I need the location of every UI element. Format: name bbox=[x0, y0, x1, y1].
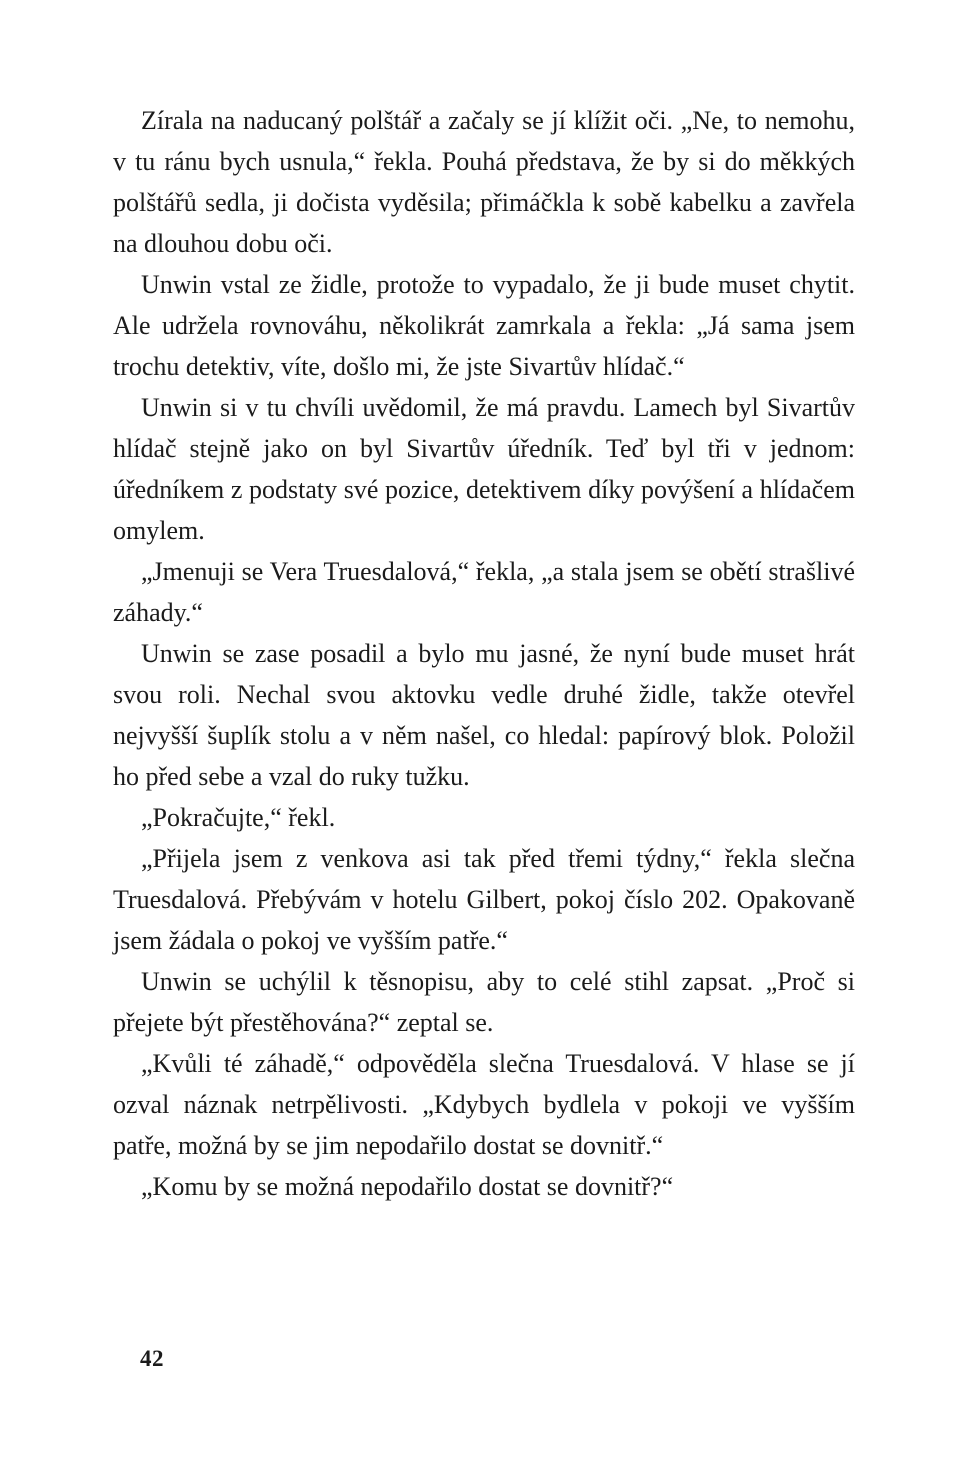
paragraph: „Pokračujte,“ řekl. bbox=[141, 803, 336, 832]
page-text bbox=[113, 100, 855, 1207]
paragraph: „Přijela jsem z venkova asi tak před třemi týdny,“ řekla slečna Truesdalová. Přebývám v hotelu Gilbert, pokoj číslo 202. Opakovaně jsem žádala o pokoj ve vyšším patře.“ bbox=[113, 844, 855, 955]
paragraph: Unwin se zase posadil a bylo mu jasné, že nyní bude muset hrát svou roli. Nechal svou aktovku vedle druhé židle, takže otevřel nejvyšší šuplík stolu a v něm našel, co hledal: papírový blok. Položil ho před sebe a vzal do ruky tužku. bbox=[113, 639, 855, 791]
paragraph: Unwin se uchýlil k těsnopisu, aby to celé stihl zapsat. „Proč si přejete být přestěhována?“ zeptal se. bbox=[113, 967, 855, 1037]
paragraph: „Kvůli té záhadě,“ odpověděla slečna Truesdalová. V hlase se jí ozval náznak netrpělivosti. „Kdybych bydlela v pokoji ve vyšším patře, možná by se jim nepodařilo dostat se dovnitř.“ bbox=[113, 1049, 855, 1160]
paragraph: Unwin si v tu chvíli uvědomil, že má pravdu. Lamech byl Sivartův hlídač stejně jako on byl Sivartův úředník. Teď byl tři v jednom: úředníkem z podstaty své pozice, detektivem díky povýšení a hlídačem omylem. bbox=[113, 393, 855, 545]
paragraph: Zírala na naducaný polštář a začaly se jí klížit oči. „Ne, to nemohu, v tu ránu bych usnula,“ řekla. Pouhá představa, že by si do měkkých polštářů sedla, ji dočista vyděsila; přimáčkla k sobě kabelku a zavřela na dlouhou dobu oči. bbox=[113, 106, 855, 258]
paragraph: „Komu by se možná nepodařilo dostat se dovnitř?“ bbox=[141, 1172, 674, 1201]
page-number: 42 bbox=[140, 1346, 164, 1371]
paragraph: Unwin vstal ze židle, protože to vypadalo, že ji bude muset chytit. Ale udržela rovnováhu, několikrát zamrkala a řekla: „Já sama jsem trochu detektiv, víte, došlo mi, že jste Sivartův hlídač.“ bbox=[113, 270, 855, 381]
paragraph: „Jmenuji se Vera Truesdalová,“ řekla, „a stala jsem se obětí strašlivé záhady.“ bbox=[113, 557, 855, 627]
